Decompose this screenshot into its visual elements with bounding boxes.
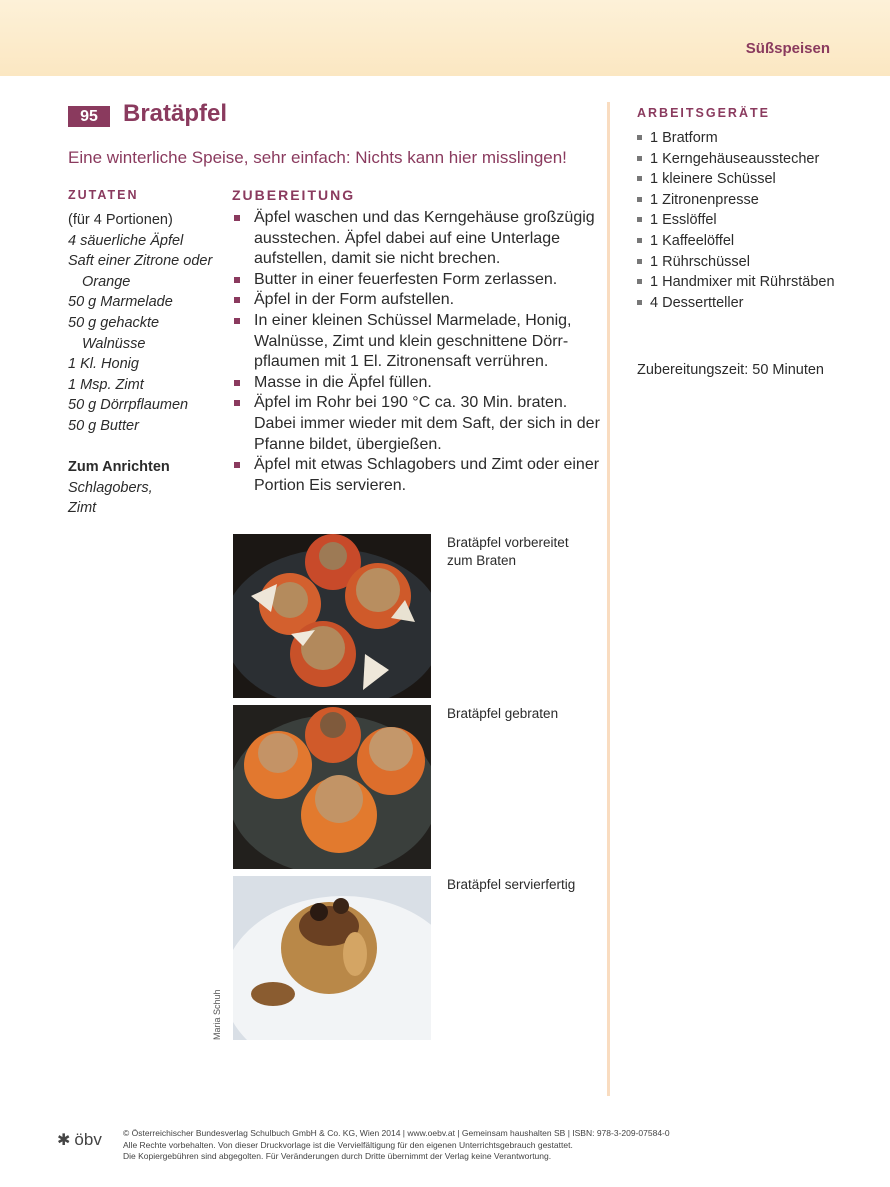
tool-text: 1 Handmixer mit Rührstäben [650, 274, 835, 291]
bullet-icon [234, 380, 240, 386]
bullet-icon [637, 197, 642, 202]
step-text: In einer kleinen Schüssel Marmelade, Honig, Walnüsse, Zimt und klein geschnittene Dörrpflaumen mit 1 El. Zitronensaft verrühren. [254, 311, 572, 371]
bullet-icon [234, 318, 240, 324]
step-item [232, 393, 602, 455]
footer-line: Die Kopiergebühren sind abgegolten. Für Veränderungen durch Dritte übernimmt der Verlag keine Verantwortung. [123, 1151, 552, 1161]
footer-line: © Österreichischer Bundesverlag Schulbuch GmbH & Co. KG, Wien 2014 | www.oebv.at | Gemeinsam haushalten SB | ISBN: 978-3-209-07584-0 [123, 1128, 670, 1138]
tool-item [637, 231, 857, 252]
step-item [232, 208, 602, 270]
ingredient-item: 50 g Marmelade [68, 294, 173, 311]
bullet-icon [637, 176, 642, 181]
copyright-footer [123, 1128, 843, 1163]
tool-item [637, 149, 857, 170]
tool-item [637, 210, 857, 231]
photo-caption: Bratäpfel gebraten [447, 706, 559, 721]
bullet-icon [234, 277, 240, 283]
step-item [232, 290, 602, 311]
ingredient-item: 4 säuerliche Äpfel [68, 232, 184, 249]
bullet-icon [234, 400, 240, 406]
ingredient-item: Walnüsse [82, 335, 146, 352]
tool-text: 1 Bratform [650, 130, 718, 146]
preparation-steps [232, 208, 602, 496]
tool-text: 1 Rührschüssel [650, 253, 750, 270]
column-divider [607, 102, 610, 1096]
bullet-icon [637, 300, 642, 305]
spacer [68, 437, 228, 458]
bullet-icon [637, 217, 642, 222]
step-text: Äpfel in der Form aufstellen. [254, 291, 455, 309]
photo-caption: Bratäpfel servierfertig [447, 877, 576, 892]
tool-item [637, 169, 857, 190]
bullet-icon [637, 156, 642, 161]
ingredient-item: 50 g Dörrpflaumen [68, 397, 189, 414]
tool-text: 4 Dessertteller [650, 294, 744, 311]
photo-caption: Bratäpfel vorbereitet zum Braten [447, 535, 569, 568]
bullet-icon [637, 279, 642, 284]
tools-heading: ARBEITSGERÄTE [637, 106, 770, 120]
tool-item [637, 190, 857, 211]
preparation-heading: ZUBEREITUNG [232, 187, 356, 203]
ingredient-item: Orange [82, 273, 131, 290]
step-item [232, 270, 602, 291]
ingredient-item: 1 Msp. Zimt [68, 376, 144, 393]
step-text: Masse in die Äpfel füllen. [254, 373, 432, 391]
step-text: Äpfel waschen und das Kerngehäuse großzügig ausstechen. Äpfel dabei auf eine Unterlage aufstellen, damit sie nicht brechen. [254, 209, 595, 268]
serve-heading: Zum Anrichten [68, 459, 170, 476]
ingredients-list [68, 210, 228, 519]
photo-apples-baked [233, 705, 431, 869]
tool-text: 1 Zitronenpresse [650, 191, 759, 208]
bullet-icon [637, 259, 642, 264]
recipe-title: Bratäpfel [123, 100, 228, 127]
step-item [232, 455, 602, 496]
bullet-icon [637, 135, 642, 140]
ingredient-item: 50 g Butter [68, 417, 139, 434]
ingredient-item: 50 g gehackte [68, 314, 160, 331]
step-text: Äpfel mit etwas Schlagobers und Zimt oder einer Portion Eis servieren. [254, 456, 600, 494]
photo-credit: Maria Schuh [212, 989, 222, 1040]
tool-text: 1 Esslöffel [650, 212, 717, 229]
step-text: Äpfel im Rohr bei 190 °C ca. 30 Min. braten. Dabei immer wieder mit dem Saft, der sich in der Pfanne bildet, übergießen. [254, 394, 600, 453]
tool-item [637, 128, 857, 149]
tool-text: 1 kleinere Schüssel [650, 171, 776, 188]
tool-text: 1 Kaffeelöffel [650, 232, 735, 249]
tool-item [637, 252, 857, 273]
footer-line: Alle Rechte vorbehalten. Von dieser Druckvorlage ist die Vervielfältigung für den eigenen Unterrichtsgebrauch gestattet. [123, 1139, 573, 1150]
flower-icon: ✱ [57, 1132, 71, 1149]
tool-item [637, 293, 857, 314]
bullet-icon [234, 215, 240, 221]
photo-apple-served [233, 876, 431, 1040]
ingredients-heading: ZUTATEN [68, 188, 139, 202]
logo-text: öbv [74, 1130, 102, 1149]
serve-item: Schlagobers, [68, 479, 153, 496]
tool-text: 1 Kerngehäuseausstecher [650, 150, 820, 167]
tool-item [637, 272, 857, 293]
step-text: Butter in einer feuerfesten Form zerlassen. [254, 270, 558, 288]
photo-apples-prepared [233, 534, 431, 698]
recipe-subtitle: Eine winterliche Speise, sehr einfach: Nichts kann hier misslingen! [68, 148, 567, 167]
header-band [0, 0, 890, 76]
preparation-time: Zubereitungszeit: 50 Minuten [637, 362, 824, 378]
bullet-icon [234, 297, 240, 303]
bullet-icon [234, 462, 240, 468]
tools-list [637, 128, 857, 313]
bullet-icon [637, 238, 642, 243]
step-item [232, 311, 602, 373]
section-label: Süßspeisen [745, 40, 830, 57]
publisher-logo [57, 1130, 102, 1150]
recipe-number: 95 [68, 106, 110, 127]
ingredient-item: 1 Kl. Honig [68, 356, 139, 373]
portions: (für 4 Portionen) [68, 212, 173, 228]
serve-item: Zimt [68, 500, 97, 517]
step-item [232, 373, 602, 394]
ingredient-item: Saft einer Zitrone oder [68, 253, 213, 270]
